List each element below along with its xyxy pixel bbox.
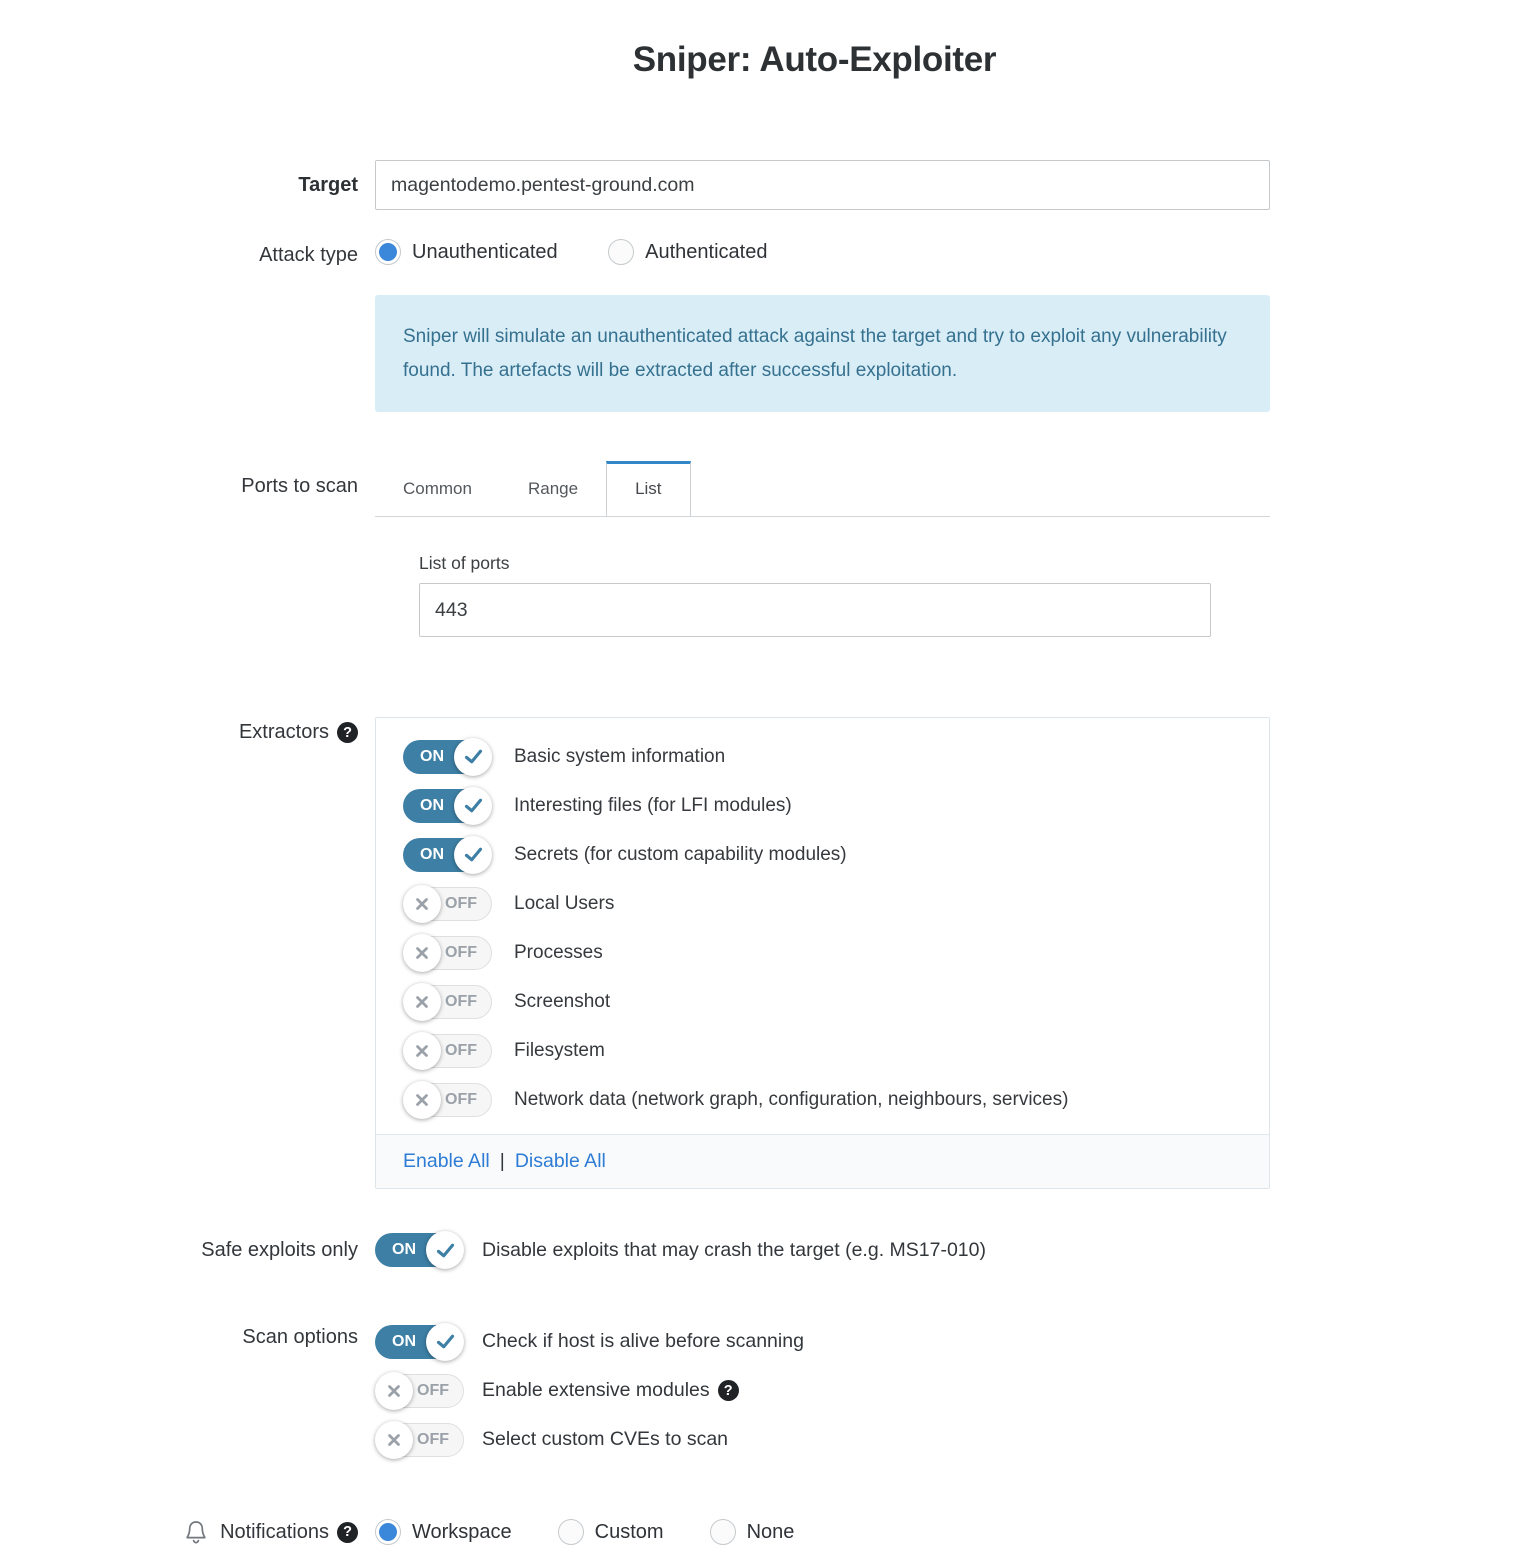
ports-tabs (375, 461, 1270, 517)
extractor-local-users (403, 879, 1249, 928)
target-input[interactable] (375, 160, 1270, 210)
ports-list-tab-content (375, 553, 1270, 637)
list-of-ports-input[interactable] (419, 583, 1211, 637)
safe-exploits-label: Safe exploits only (201, 1239, 358, 1261)
toggle-state-label: OFF (414, 1083, 492, 1117)
check-icon (454, 738, 492, 776)
radio-label: Custom (594, 1520, 664, 1543)
extractor-toggle[interactable] (403, 983, 492, 1021)
safe-exploits-description: Disable exploits that may crash the target (e.g. MS17-010) (482, 1238, 986, 1261)
attack-type-label: Attack type (259, 243, 358, 266)
extractor-label: Interesting files (for LFI modules) (514, 794, 792, 816)
link-separator: | (499, 1150, 505, 1172)
scan-option-label: Enable extensive modules (482, 1379, 710, 1401)
toggle-state-label: ON (375, 1325, 453, 1359)
extractor-basic-system-information (403, 732, 1249, 781)
extractor-label: Processes (514, 941, 603, 963)
toggle-state-label: OFF (386, 1374, 464, 1408)
toggle-state-label: ON (403, 740, 481, 774)
help-icon[interactable]: ? (337, 1522, 358, 1543)
tab-common[interactable]: Common (403, 479, 472, 498)
toggle-state-label: OFF (414, 985, 492, 1019)
disable-all-link[interactable]: Disable All (514, 1150, 606, 1172)
radio-label: Unauthenticated (412, 240, 558, 263)
extractor-filesystem (403, 1026, 1249, 1075)
scan-option-toggle[interactable] (375, 1421, 464, 1459)
x-icon (403, 885, 441, 923)
help-icon[interactable]: ? (337, 722, 358, 743)
extractor-processes (403, 928, 1249, 977)
attack-type-option-authenticated[interactable] (608, 239, 767, 265)
extractor-interesting-files (403, 781, 1249, 830)
extractor-label: Network data (network graph, configuration, neighbours, services) (514, 1088, 1069, 1110)
radio-custom[interactable] (558, 1519, 584, 1545)
radio-none[interactable] (710, 1519, 736, 1545)
extractor-label: Basic system information (514, 745, 726, 767)
extractor-toggle[interactable] (403, 787, 492, 825)
x-icon (403, 983, 441, 1021)
radio-workspace[interactable] (375, 1519, 401, 1545)
scan-option-label: Check if host is alive before scanning (482, 1330, 804, 1352)
scan-option-label: Select custom CVEs to scan (482, 1428, 729, 1450)
ports-row (0, 461, 1536, 637)
extractor-toggle[interactable] (403, 1081, 492, 1119)
check-icon (426, 1323, 464, 1361)
extractors-footer (376, 1134, 1269, 1188)
check-icon (454, 787, 492, 825)
extractor-toggle[interactable] (403, 1032, 492, 1070)
scan-option-extensive-modules (375, 1366, 1270, 1415)
safe-exploits-toggle[interactable] (375, 1231, 464, 1269)
attack-type-row (0, 239, 1536, 270)
notifications-label: Notifications (220, 1520, 329, 1543)
x-icon (403, 1081, 441, 1119)
scan-options-label: Scan options (242, 1326, 358, 1348)
extractor-toggle[interactable] (403, 934, 492, 972)
toggle-state-label: OFF (414, 887, 492, 921)
scan-option-host-alive (375, 1317, 1270, 1366)
attack-info-message: Sniper will simulate an unauthenticated attack against the target and try to exploit any vulnerability found. The artefacts will be extracted after successful exploitation. (375, 295, 1270, 412)
notifications-option-none[interactable] (710, 1519, 795, 1545)
attack-type-option-unauthenticated[interactable] (375, 239, 558, 265)
radio-authenticated[interactable] (608, 239, 634, 265)
notifications-option-custom[interactable] (558, 1519, 664, 1545)
extractor-label: Filesystem (514, 1039, 605, 1061)
info-row (0, 295, 1536, 412)
target-row (0, 160, 1536, 210)
enable-all-link[interactable]: Enable All (403, 1150, 490, 1172)
radio-label: Authenticated (645, 240, 768, 263)
toggle-state-label: OFF (414, 1034, 492, 1068)
extractor-toggle[interactable] (403, 885, 492, 923)
extractor-label: Secrets (for custom capability modules) (514, 843, 847, 865)
notifications-row (0, 1519, 1536, 1545)
extractor-secrets (403, 830, 1249, 879)
extractor-network-data (403, 1075, 1249, 1124)
scan-option-toggle[interactable] (375, 1372, 464, 1410)
page-title: Sniper: Auto-Exploiter (632, 40, 997, 79)
scan-option-toggle[interactable] (375, 1323, 464, 1361)
target-label: Target (298, 174, 358, 196)
help-icon[interactable]: ? (718, 1380, 739, 1401)
extractors-row (0, 717, 1536, 1189)
toggle-state-label: ON (375, 1233, 453, 1267)
toggle-state-label: ON (403, 789, 481, 823)
x-icon (375, 1421, 413, 1459)
check-icon (454, 836, 492, 874)
notifications-option-workspace[interactable] (375, 1519, 512, 1545)
radio-unauthenticated[interactable] (375, 239, 401, 265)
list-of-ports-label: List of ports (419, 553, 510, 573)
x-icon (403, 934, 441, 972)
extractors-label: Extractors (238, 721, 329, 743)
x-icon (403, 1032, 441, 1070)
extractor-label: Screenshot (514, 990, 611, 1012)
ports-label: Ports to scan (241, 475, 358, 497)
check-icon (426, 1231, 464, 1269)
toggle-state-label: OFF (414, 936, 492, 970)
tab-list[interactable]: List (606, 461, 690, 516)
tab-range[interactable]: Range (527, 479, 579, 498)
radio-label: None (746, 1520, 795, 1543)
extractor-toggle[interactable] (403, 738, 492, 776)
safe-exploits-row (0, 1231, 1536, 1269)
scan-options-row (0, 1317, 1536, 1464)
scan-option-custom-cves (375, 1415, 1270, 1464)
radio-label: Workspace (412, 1520, 512, 1543)
extractor-screenshot (403, 977, 1249, 1026)
toggle-state-label: OFF (386, 1423, 464, 1457)
toggle-state-label: ON (403, 838, 481, 872)
extractor-toggle[interactable] (403, 836, 492, 874)
bell-icon (184, 1519, 208, 1545)
x-icon (375, 1372, 413, 1410)
extractors-panel (375, 717, 1270, 1189)
extractor-label: Local Users (514, 892, 615, 914)
